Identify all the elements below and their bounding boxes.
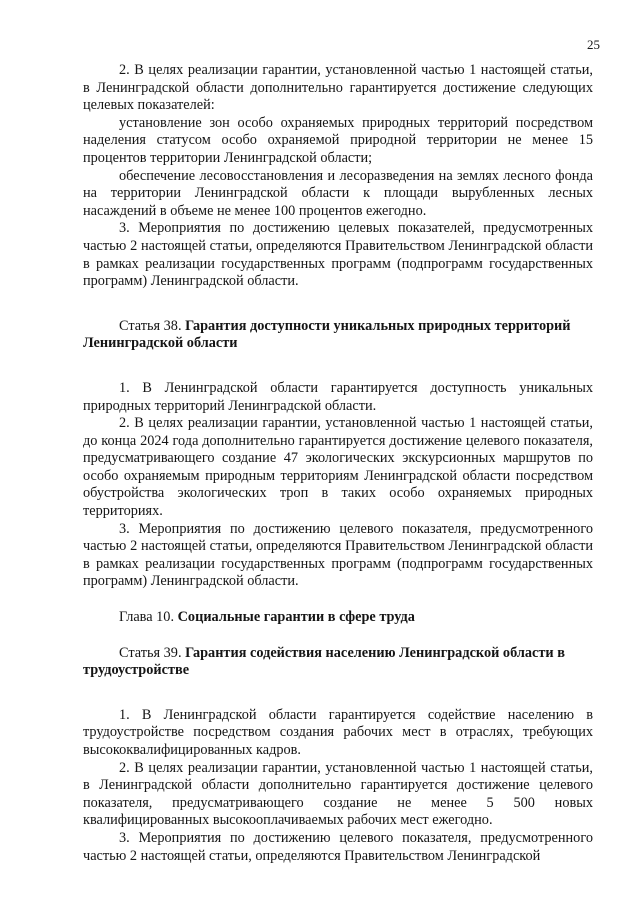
article-heading [83,318,593,353]
paragraph: 1. В Ленинградской области гарантируется доступность уникальных природных территорий Ленинградской области. [83,379,593,414]
paragraph: установление зон особо охраняемых природных территорий посредством наделения статусом особо охраняемой природной территории не менее 15 процентов территории Ленинградской области; [83,114,593,166]
heading-prefix: Статья 39. [119,644,186,661]
heading-prefix: Статья 38. [119,317,186,334]
heading-prefix: Глава 10. [119,609,178,626]
page-number: 25 [587,37,600,52]
document-body [83,62,593,865]
article-heading [83,645,593,680]
paragraph: 2. В целях реализации гарантии, установленной частью 1 настоящей статьи, в Ленинградской области дополнительно гарантируется достижение следующих целевых показателей: [83,62,593,114]
heading-title: Социальные гарантии в сфере труда [177,609,415,626]
paragraph: 2. В целях реализации гарантии, установленной частью 1 настоящей статьи, в Ленинградской области дополнительно гарантируется достижение целевого показателя, предусматривающего создание не менее 5 500 новых квалифицированных высокооплачиваемых рабочих мест ежегодно. [83,759,593,829]
paragraph: 3. Мероприятия по достижению целевого показателя, предусмотренного частью 2 настоящей статьи, определяются Правительством Ленинградской области в рамках реализации государственных программ (подпрограмм государственных программ) Ленинградской области. [83,520,593,590]
paragraph: 3. Мероприятия по достижению целевых показателей, предусмотренных частью 2 настоящей статьи, определяются Правительством Ленинградской области в рамках реализации государственных программ (подпрограмм государственных программ) Ленинградской области. [83,220,593,290]
paragraph: обеспечение лесовосстановления и лесоразведения на землях лесного фонда на территории Ленинградской области к площади вырубленных лесных насаждений в объеме не менее 100 процентов ежегодно. [83,167,593,219]
heading-title: Гарантия содействия населению Ленинградской области в трудоустройстве [83,644,565,679]
heading-title: Гарантия доступности уникальных природных территорий Ленинградской области [83,317,571,352]
paragraph: 1. В Ленинградской области гарантируется содействие населению в трудоустройстве посредством создания рабочих мест в отраслях, требующих высококвалифицированных кадров. [83,706,593,758]
paragraph: 3. Мероприятия по достижению целевого показателя, предусмотренного частью 2 настоящей статьи, определяются Правительством Ленинградской [83,829,593,864]
chapter-heading [83,609,593,627]
paragraph: 2. В целях реализации гарантии, установленной частью 1 настоящей статьи, до конца 2024 года дополнительно гарантируется достижение целевого показателя, предусматривающего создание 47 экологических экскурсионных маршрутов по особо охраняемым природным территориям Ленинградской области посредством обустройства экологических троп в таких особо охраняемых природных территориях. [83,415,593,520]
